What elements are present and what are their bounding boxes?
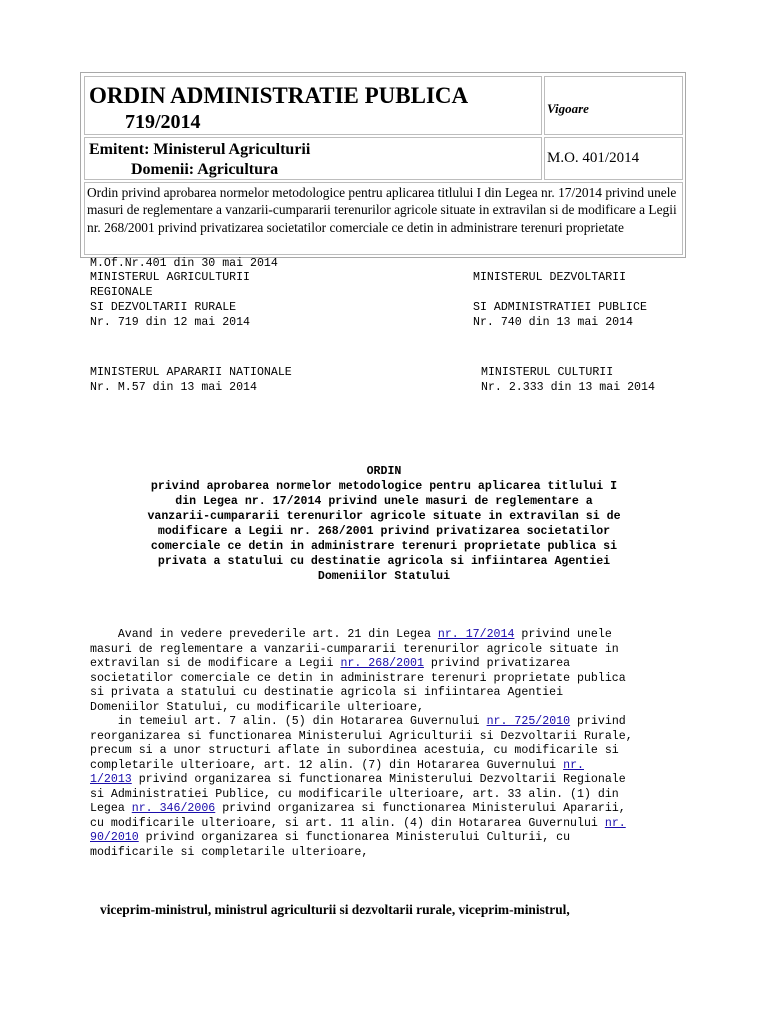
body-line: masuri de reglementare a vanzarii-cumpararii terenurilor agricole situate in	[90, 642, 619, 656]
order-title-line-2: din Legea nr. 17/2014 privind unele masuri de reglementare a	[175, 495, 593, 508]
law-link-346-2006[interactable]: nr. 346/2006	[131, 802, 216, 815]
body-text: privind privatizarea	[423, 657, 571, 670]
hg-link-1-2013-cont[interactable]: 1/2013	[90, 773, 132, 786]
domenii-label: Domenii: Agricultura	[131, 161, 279, 178]
body-line	[90, 759, 584, 774]
document-description: Ordin privind aprobarea normelor metodologice pentru aplicarea titlului I din Legea nr. 17/2014 privind unele masuri de reglementare a vanzarii-cumpararii terenurilor agricole situate in extravilan si de modificare a Legii nr. 268/2001 privind privatizarea societatilor comerciale ce detin in administrare terenuri proprietate	[87, 185, 677, 235]
body-text: cu modificarile ulterioare, si art. 11 alin. (4) din Hotararea Guvernului	[90, 816, 605, 830]
order-title-line-4: modificare a Legii nr. 268/2001 privind privatizarea societatilor	[157, 525, 611, 538]
issuer-right-2-line-1: MINISTERUL CULTURII	[481, 366, 614, 379]
body-line: modificarile si completarile ulterioare,	[90, 845, 369, 859]
body-text: Legea	[90, 802, 132, 815]
body-text: privind organizarea si functionarea Ministerului Dezvoltarii Regionale	[131, 773, 626, 786]
hg-link-90-2010[interactable]: nr.	[604, 816, 626, 830]
issuer-right-1-line-1: MINISTERUL DEZVOLTARII	[473, 271, 627, 284]
issuer-left-1-line-4: Nr. 719 din 12 mai 2014	[90, 316, 251, 329]
monitor-oficial-ref: M.O. 401/2014	[547, 150, 640, 166]
status-cell	[544, 76, 683, 135]
body-text: extravilan si de modificare a Legii	[90, 657, 341, 670]
order-heading: ORDIN	[366, 465, 402, 478]
body-line	[90, 715, 626, 730]
hg-link-1-2013[interactable]: nr.	[563, 758, 584, 772]
publication-line: M.Of.Nr.401 din 30 mai 2014	[90, 257, 278, 270]
body-line: si Administratiei Publice, cu modificarile ulterioare, art. 33 alin. (1) din	[90, 787, 619, 801]
body-line	[90, 657, 570, 672]
body-line	[90, 831, 570, 846]
issuer-left-1-line-2: REGIONALE	[90, 286, 153, 299]
body-line: precum si a unor structuri aflate in subordinea acestuia, cu modificarile si	[90, 744, 619, 757]
status-badge: Vigoare	[547, 101, 589, 116]
issuer-left-2-line-1: MINISTERUL APARARII NATIONALE	[90, 366, 292, 379]
order-title-line-1: privind aprobarea normelor metodologice pentru aplicarea titlului I	[150, 480, 618, 493]
document-number: 719/2014	[125, 111, 201, 133]
document-header-table	[80, 72, 686, 258]
law-link-17-2014[interactable]: nr. 17/2014	[437, 628, 515, 641]
issuer-left-1-line-1: MINISTERUL AGRICULTURII	[90, 271, 251, 284]
body-text: completarile ulterioare, art. 12 alin. (7) din Hotararea Guvernului	[90, 758, 564, 772]
title-cell	[84, 76, 542, 135]
mo-cell	[544, 137, 683, 180]
order-title-line-5: comerciale ce detin in administrare terenuri proprietate publica si	[150, 540, 618, 553]
document-title: ORDIN ADMINISTRATIE PUBLICA	[89, 83, 469, 108]
closing-signatories: viceprim-ministrul, ministrul agriculturii si dezvoltarii rurale, viceprim-ministrul,	[100, 902, 570, 917]
issuer-left-2-line-2: Nr. M.57 din 13 mai 2014	[90, 381, 257, 394]
body-line: Domeniilor Statului, cu modificarile ulterioare,	[90, 700, 424, 714]
hg-link-725-2010[interactable]: nr. 725/2010	[486, 715, 571, 728]
law-link-268-2001[interactable]: nr. 268/2001	[340, 657, 424, 670]
body-line: reorganizarea si functionarea Ministerului Agriculturii si Dezvoltarii Rurale,	[90, 729, 633, 743]
issuer-right-1-line-2: SI ADMINISTRATIEI PUBLICE	[473, 301, 647, 314]
body-text: privind	[570, 715, 626, 728]
body-text: privind organizarea si functionarea Ministerului Culturii, cu	[138, 831, 571, 844]
body-line	[90, 628, 612, 643]
body-text: privind organizarea si functionarea Ministerului Apararii,	[215, 802, 626, 815]
order-title-line-3: vanzarii-cumpararii terenurilor agricole situate in extravilan si de	[147, 510, 621, 523]
body-text: Avand in vedere prevederile art. 21 din Legea	[90, 628, 438, 641]
hg-link-90-2010-cont[interactable]: 90/2010	[90, 831, 139, 844]
description-cell	[84, 182, 683, 255]
order-title-line-7: Domeniilor Statului	[317, 570, 451, 583]
body-line	[90, 773, 626, 788]
body-text: in temeiul art. 7 alin. (5) din Hotararea Guvernului	[90, 715, 487, 728]
body-line: si privata a statului cu destinatie agricola si infiintarea Agentiei	[90, 686, 564, 699]
emitent-cell	[84, 137, 542, 180]
body-text: privind unele	[514, 628, 612, 641]
body-line	[90, 817, 626, 832]
body-line: societatilor comerciale ce detin in administrare terenuri proprietate publica	[90, 671, 626, 685]
emitent-label: Emitent: Ministerul Agriculturii	[89, 141, 311, 158]
body-line	[90, 802, 626, 817]
issuer-right-2-line-2: Nr. 2.333 din 13 mai 2014	[481, 381, 655, 394]
issuer-right-1-line-3: Nr. 740 din 13 mai 2014	[473, 316, 634, 329]
issuer-left-1-line-3: SI DEZVOLTARII RURALE	[90, 301, 237, 314]
order-title-line-6: privata a statului cu destinatie agricola si infiintarea Agentiei	[157, 555, 611, 568]
